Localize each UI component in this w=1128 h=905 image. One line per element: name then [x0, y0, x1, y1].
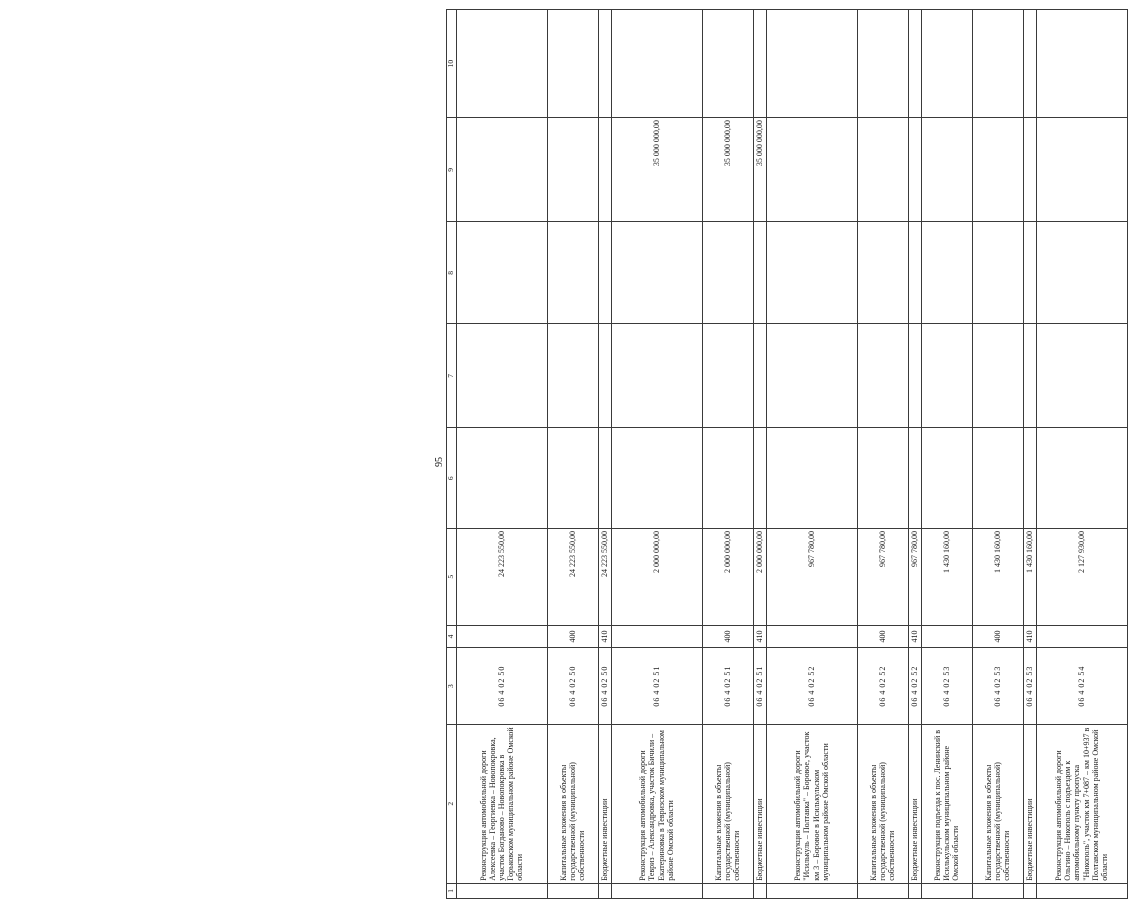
code-part: 02	[910, 677, 920, 688]
column-header: 6	[447, 428, 457, 528]
amount-col-6	[456, 428, 547, 528]
amount-col-7	[1023, 324, 1036, 428]
row-index-cell	[456, 883, 547, 898]
table-row	[547, 10, 598, 899]
table-row	[921, 10, 972, 899]
code-part: 4	[723, 689, 733, 695]
amount-col-5: 2 127 930,00	[1036, 528, 1127, 625]
code-part: 02	[723, 677, 733, 688]
amount-col-9: 35 000 000,00	[611, 118, 702, 222]
budget-code	[766, 648, 857, 724]
table-row	[456, 10, 547, 899]
code-part: 4	[993, 689, 1003, 695]
code-part: 4	[755, 689, 765, 695]
amount-col-5: 1 430 160,00	[921, 528, 972, 625]
amount-col-7	[456, 324, 547, 428]
amount-col-8	[766, 222, 857, 324]
row-index-cell	[598, 883, 611, 898]
row-description: Реконструкция автомобильной дороги Алексеевка – Георгиевка – Новопокровка, участок Богданово – Новопокровка в Горьковском муниципальном районе Омской области	[456, 724, 547, 883]
code-part: 02	[993, 677, 1003, 688]
amount-col-8	[972, 222, 1023, 324]
code-part: 4	[497, 689, 507, 695]
amount-col-7	[702, 324, 753, 428]
column-header: 7	[447, 324, 457, 428]
table-row	[1036, 10, 1127, 899]
column-header: 4	[447, 625, 457, 648]
table-row	[857, 10, 908, 899]
row-description: Бюджетные инвестиции	[908, 724, 921, 883]
amount-col-5: 2 000 000,00	[753, 528, 766, 625]
code-part: 06	[723, 696, 733, 707]
row-description: Реконструкция автомобильной дороги "Исилькуль – Полтавка" – Боровое, участок км 3 – Боровое в Исилькульском муниципальном районе Омской области	[766, 724, 857, 883]
code-part: 02	[942, 677, 952, 688]
row-index-cell	[753, 883, 766, 898]
amount-col-5: 967 780,00	[908, 528, 921, 625]
amount-col-10	[702, 10, 753, 118]
expense-kind-code	[921, 625, 972, 648]
amount-col-8	[611, 222, 702, 324]
code-part: 4	[652, 689, 662, 695]
budget-code	[753, 648, 766, 724]
amount-col-5: 1 430 160,00	[1023, 528, 1036, 625]
row-index-cell	[857, 883, 908, 898]
table-row	[766, 10, 857, 899]
code-part: 02	[1025, 677, 1035, 688]
row-description: Реконструкция автомобильной дороги Ольгино – Никополь с подъездом к автомобильному пункту пропуска "Никополь", участок км 7+087 – км 10+937 в Полтавском муниципальном районе Омской области	[1036, 724, 1127, 883]
code-part: 4	[600, 689, 610, 695]
amount-col-6	[921, 428, 972, 528]
amount-col-5: 2 000 000,00	[702, 528, 753, 625]
amount-col-7	[1036, 324, 1127, 428]
budget-code	[1023, 648, 1036, 724]
code-part: 02	[878, 677, 888, 688]
budget-code	[1036, 648, 1127, 724]
amount-col-9	[766, 118, 857, 222]
amount-col-9: 35 000 000,00	[702, 118, 753, 222]
row-index-cell	[547, 883, 598, 898]
amount-col-7	[857, 324, 908, 428]
amount-col-10	[753, 10, 766, 118]
row-index-cell	[702, 883, 753, 898]
code-part: 06	[1025, 696, 1035, 707]
amount-col-5: 2 000 000,00	[611, 528, 702, 625]
amount-col-5: 24 223 550,00	[547, 528, 598, 625]
expense-kind-code: 400	[702, 625, 753, 648]
amount-col-6	[753, 428, 766, 528]
amount-col-8	[547, 222, 598, 324]
code-part: 06	[652, 696, 662, 707]
amount-col-8	[921, 222, 972, 324]
column-header: 3	[447, 648, 457, 724]
amount-col-7	[753, 324, 766, 428]
code-part: 4	[942, 689, 952, 695]
code-part: 02	[568, 677, 578, 688]
column-header: 5	[447, 528, 457, 625]
amount-col-8	[456, 222, 547, 324]
code-part: 51	[652, 665, 662, 676]
code-part: 02	[497, 677, 507, 688]
amount-col-10	[1023, 10, 1036, 118]
expense-kind-code	[456, 625, 547, 648]
budget-code	[908, 648, 921, 724]
table-row	[702, 10, 753, 899]
amount-col-10	[908, 10, 921, 118]
column-number-row	[447, 10, 457, 899]
expense-kind-code	[1036, 625, 1127, 648]
amount-col-5: 24 223 550,00	[598, 528, 611, 625]
budget-code	[702, 648, 753, 724]
code-part: 06	[942, 696, 952, 707]
expense-kind-code: 400	[547, 625, 598, 648]
row-index-cell	[1023, 883, 1036, 898]
amount-col-10	[857, 10, 908, 118]
budget-table	[446, 9, 1128, 899]
budget-code	[456, 648, 547, 724]
code-part: 4	[878, 689, 888, 695]
amount-col-10	[456, 10, 547, 118]
column-header: 9	[447, 118, 457, 222]
row-index-cell	[972, 883, 1023, 898]
amount-col-9	[598, 118, 611, 222]
amount-col-6	[702, 428, 753, 528]
amount-col-6	[857, 428, 908, 528]
expense-kind-code: 400	[972, 625, 1023, 648]
code-part: 4	[1025, 689, 1035, 695]
code-part: 06	[807, 696, 817, 707]
column-header: 8	[447, 222, 457, 324]
row-description: Капитальные вложения в объекты государственной (муниципальной) собственности	[972, 724, 1023, 883]
row-description: Бюджетные инвестиции	[1023, 724, 1036, 883]
amount-col-9	[1023, 118, 1036, 222]
row-description: Капитальные вложения в объекты государственной (муниципальной) собственности	[857, 724, 908, 883]
table-row	[753, 10, 766, 899]
code-part: 4	[807, 689, 817, 695]
code-part: 06	[1077, 696, 1087, 707]
row-description: Капитальные вложения в объекты государственной (муниципальной) собственности	[702, 724, 753, 883]
expense-kind-code: 410	[598, 625, 611, 648]
amount-col-10	[547, 10, 598, 118]
amount-col-6	[908, 428, 921, 528]
code-part: 4	[910, 689, 920, 695]
code-part: 52	[878, 665, 888, 676]
code-part: 53	[1025, 665, 1035, 676]
table-row	[611, 10, 702, 899]
amount-col-8	[857, 222, 908, 324]
amount-col-9	[1036, 118, 1127, 222]
amount-col-7	[598, 324, 611, 428]
code-part: 02	[755, 677, 765, 688]
row-description: Бюджетные инвестиции	[598, 724, 611, 883]
code-part: 06	[568, 696, 578, 707]
amount-col-10	[766, 10, 857, 118]
code-part: 50	[568, 665, 578, 676]
code-part: 02	[1077, 677, 1087, 688]
row-index-cell	[908, 883, 921, 898]
expense-kind-code: 400	[857, 625, 908, 648]
code-part: 50	[497, 665, 507, 676]
row-index-cell	[611, 883, 702, 898]
amount-col-9	[456, 118, 547, 222]
row-index-cell	[766, 883, 857, 898]
code-part: 06	[910, 696, 920, 707]
amount-col-6	[1036, 428, 1127, 528]
amount-col-10	[1036, 10, 1127, 118]
code-part: 06	[497, 696, 507, 707]
amount-col-9: 35 000 000,00	[753, 118, 766, 222]
row-description: Капитальные вложения в объекты государственной (муниципальной) собственности	[547, 724, 598, 883]
amount-col-7	[921, 324, 972, 428]
amount-col-7	[766, 324, 857, 428]
amount-col-9	[908, 118, 921, 222]
budget-code	[598, 648, 611, 724]
amount-col-7	[908, 324, 921, 428]
amount-col-5: 967 780,00	[857, 528, 908, 625]
amount-col-6	[972, 428, 1023, 528]
amount-col-7	[611, 324, 702, 428]
column-header: 1	[447, 883, 457, 898]
budget-code	[547, 648, 598, 724]
code-part: 06	[993, 696, 1003, 707]
code-part: 54	[1077, 665, 1087, 676]
code-part: 06	[755, 696, 765, 707]
expense-kind-code: 410	[753, 625, 766, 648]
amount-col-10	[598, 10, 611, 118]
expense-kind-code	[611, 625, 702, 648]
column-header: 2	[447, 724, 457, 883]
amount-col-8	[753, 222, 766, 324]
code-part: 06	[600, 696, 610, 707]
code-part: 53	[993, 665, 1003, 676]
table-row	[972, 10, 1023, 899]
row-index-cell	[921, 883, 972, 898]
amount-col-9	[547, 118, 598, 222]
amount-col-8	[598, 222, 611, 324]
amount-col-6	[611, 428, 702, 528]
row-index-cell	[1036, 883, 1127, 898]
code-part: 52	[910, 665, 920, 676]
amount-col-5: 967 780,00	[766, 528, 857, 625]
amount-col-8	[1023, 222, 1036, 324]
amount-col-10	[972, 10, 1023, 118]
code-part: 02	[652, 677, 662, 688]
code-part: 02	[807, 677, 817, 688]
code-part: 06	[878, 696, 888, 707]
amount-col-9	[972, 118, 1023, 222]
expense-kind-code: 410	[1023, 625, 1036, 648]
code-part: 53	[942, 665, 952, 676]
expense-kind-code	[766, 625, 857, 648]
amount-col-9	[857, 118, 908, 222]
code-part: 4	[568, 689, 578, 695]
code-part: 51	[755, 665, 765, 676]
code-part: 02	[600, 677, 610, 688]
table-row	[1023, 10, 1036, 899]
table-row	[598, 10, 611, 899]
code-part: 4	[1077, 689, 1087, 695]
amount-col-8	[908, 222, 921, 324]
code-part: 51	[723, 665, 733, 676]
amount-col-6	[766, 428, 857, 528]
amount-col-6	[598, 428, 611, 528]
code-part: 52	[807, 665, 817, 676]
row-description: Реконструкция автомобильной дороги Тевриз – Александровка, участок Бичили – Екатериновка в Тевризском муниципальном районе Омской области	[611, 724, 702, 883]
row-description: Бюджетные инвестиции	[753, 724, 766, 883]
amount-col-5: 1 430 160,00	[972, 528, 1023, 625]
row-description: Реконструкция подъезда к пос. Ленинский в Исилькульском муниципальном районе Омской области	[921, 724, 972, 883]
table-row	[908, 10, 921, 899]
amount-col-8	[1036, 222, 1127, 324]
budget-code	[921, 648, 972, 724]
amount-col-7	[972, 324, 1023, 428]
budget-code	[611, 648, 702, 724]
amount-col-8	[702, 222, 753, 324]
expense-kind-code: 410	[908, 625, 921, 648]
amount-col-7	[547, 324, 598, 428]
budget-code	[857, 648, 908, 724]
amount-col-6	[1023, 428, 1036, 528]
amount-col-6	[547, 428, 598, 528]
budget-code	[972, 648, 1023, 724]
amount-col-10	[921, 10, 972, 118]
amount-col-9	[921, 118, 972, 222]
column-header: 10	[447, 10, 457, 118]
amount-col-5: 24 223 550,00	[456, 528, 547, 625]
page-number: 95	[434, 457, 445, 467]
amount-col-10	[611, 10, 702, 118]
code-part: 50	[600, 665, 610, 676]
